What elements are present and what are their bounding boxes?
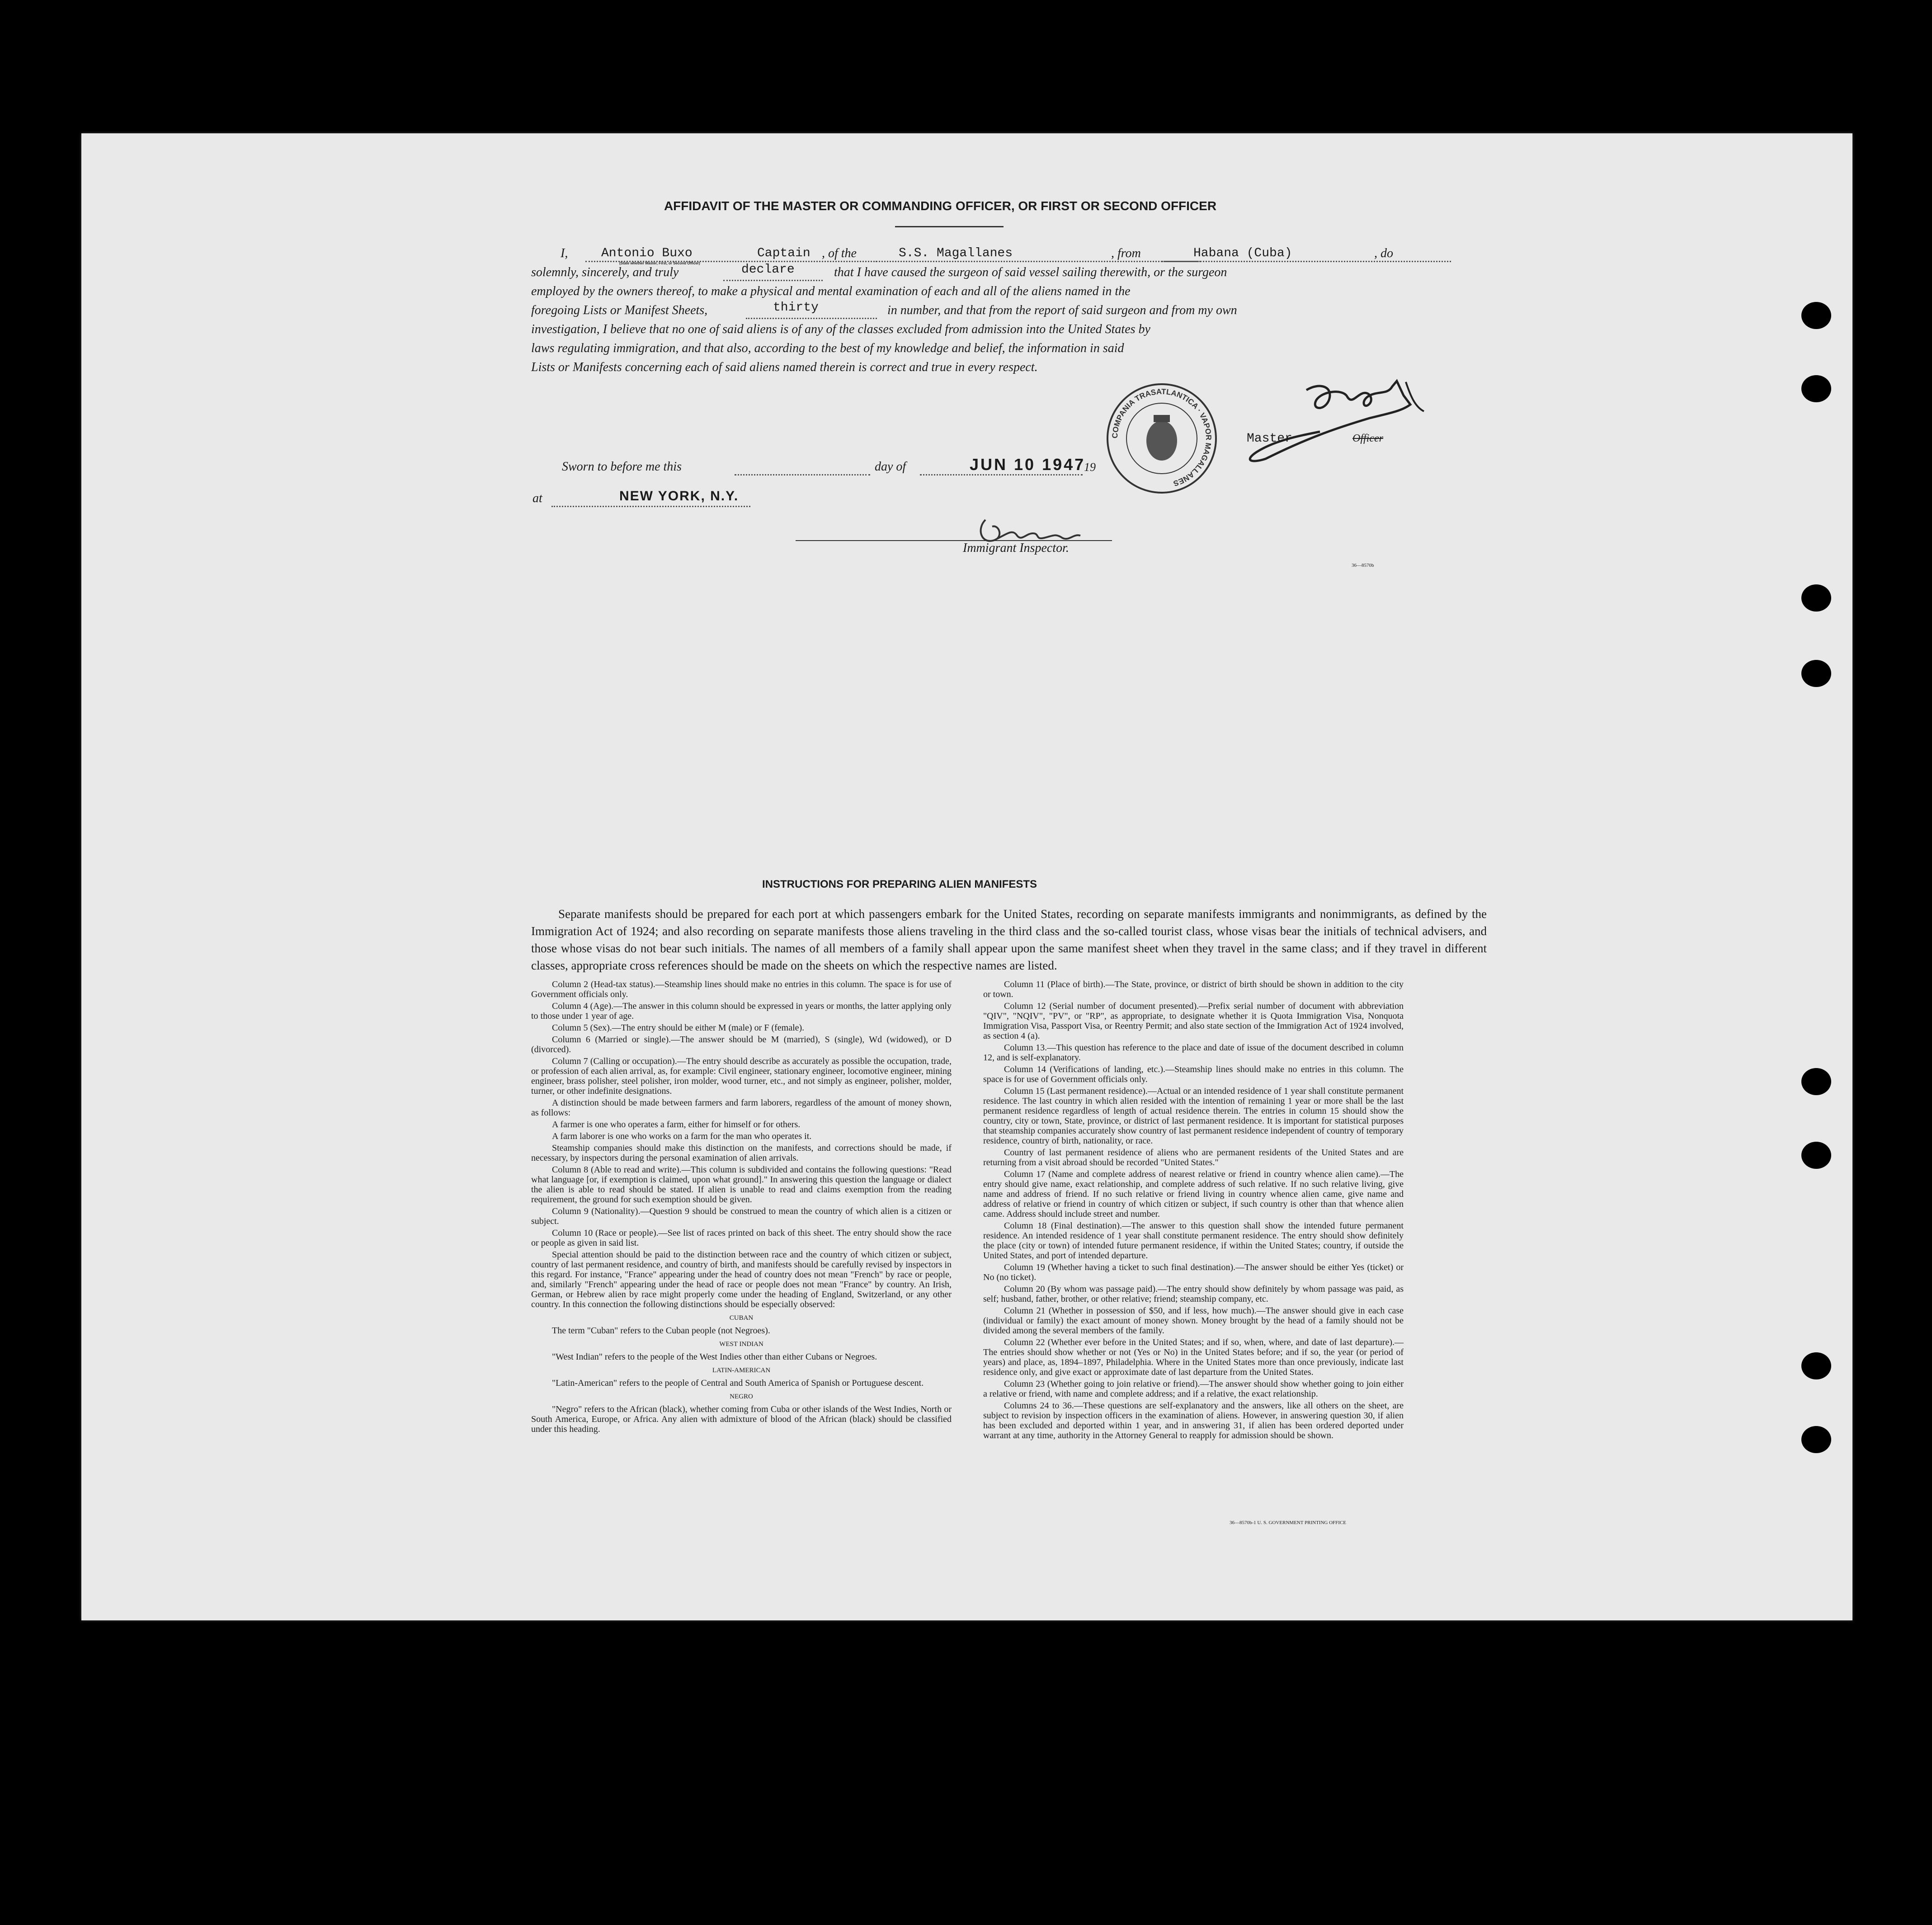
right-para: Column 12 (Serial number of document presented).—Prefix serial number of document with abbreviation "QIV", "NQIV", "PV", or "RP", as appropriate, to designate whether it is Quota Immigration Visa, Nonquota Immigration Visa, Passport Visa, or Reentry Permit; and also state section of the Immigration Act of 1924 involved, as section 4 (a). [983, 1001, 1404, 1041]
manifest-sheet [81, 133, 1852, 1620]
right-para: Country of last permanent residence of aliens who are permanent residents of the United States and are returning from a visit abroad should be recorded "United States." [983, 1148, 1404, 1167]
form-code: 36—8570b [1352, 563, 1374, 568]
punch-hole [1801, 584, 1831, 612]
right-para: Column 15 (Last permanent residence).—Actual or an intended residence of 1 year shall constitute permanent residence. The last country in which alien resided with the intention of remaining 1 year or more shall be the last permanent residence regardless of length of actual residence therein. The entries in column 15 should show the country, city or town, State, province, or district of last permanent residence. It is important for statistical purposes that steamship companies accurately show country of last permanent residence independent of country of temporary residence, country of birth, nationality, or race. [983, 1086, 1404, 1146]
place-line [551, 506, 750, 507]
from-label: , from [1111, 246, 1141, 260]
right-para: Column 20 (By whom was passage paid).—The entry should show definitely by whom passage was paid, as self; husband, father, brother, or other relative; friend; steamship company, etc. [983, 1284, 1404, 1304]
left-para: A farmer is one who operates a farm, either for himself or for others. [552, 1120, 801, 1130]
left-para: A distinction should be made between farmers and farm laborers, regardless of the amount of money shown, as follows: [531, 1098, 952, 1118]
officer-label: Officer [1352, 433, 1383, 444]
left-para: Special attention should be paid to the distinction between race and the country of which citizen or subject, country of last permanent residence, and country of birth, and manifests should be carefully revised by inspectors in this regard. For instance, "France" appearing under the head of country does not mean "French" by race or people, and, similarly "French" appearing under the head of race or people does not mean "France" by country. An Irish, German, or Hebrew alien by race might properly come under the heading of England, Switzerland, or any other country. In this connection the following distinctions should be especially observed: [531, 1250, 952, 1309]
left-para: "Negro" refers to the African (black), whether coming from Cuba or other islands of the West Indies, North or South America, Europe, or Africa. Any alien with admixture of blood of the African (black) should be classified under this heading. [531, 1404, 952, 1434]
punch-hole [1801, 1426, 1831, 1453]
date-line [920, 474, 1083, 475]
declare-line [723, 280, 823, 281]
instructions-title: INSTRUCTIONS FOR PREPARING ALIEN MANIFESTS [762, 878, 1037, 890]
heading-negro: NEGRO [730, 1393, 753, 1400]
right-para: Columns 24 to 36.—These questions are self-explanatory and the answers, like all others on the sheet, are subject to revision by inspection officers in the examination of aliens. However, in answering question 30, if alien has been excluded and deported within 1 year, and in answering 31, if alien has been ordered deported under warrant at any time, authority in the Attorney General to reapply for admission should be shown. [983, 1401, 1404, 1440]
line5: investigation, I believe that no one of said aliens is of any of the classes excluded from admission into the United States by [531, 322, 1150, 336]
sworn-day-line [735, 474, 870, 475]
punch-hole [1801, 375, 1831, 402]
inspector-label: Immigrant Inspector. [963, 541, 1069, 555]
punch-hole [1801, 660, 1831, 687]
day-of-label: day of [875, 460, 906, 474]
right-para: Column 21 (Whether in possession of $50, and if less, how much).—The answer should give in each case (individual or family) the exact amount of money shown. Money brought by the head of a family should not be divided among the several members of the family. [983, 1306, 1404, 1336]
year-prefix: 19 [1084, 461, 1096, 474]
punch-hole [1801, 1068, 1831, 1095]
i-label: I, [561, 246, 568, 260]
heading-latin-american: LATIN-AMERICAN [712, 1367, 771, 1374]
left-para: Steamship companies should make this distinction on the manifests, and corrections should be made, if necessary, by inspectors during the personal examination of alien arrivals. [531, 1143, 952, 1163]
left-para: A farm laborer is one who works on a farm for the man who operates it. [552, 1131, 812, 1141]
sworn-label: Sworn to before me this [562, 460, 682, 474]
line6: laws regulating immigration, and that also, according to the best of my knowledge and belief, the information in said [531, 341, 1124, 355]
punch-hole [1801, 302, 1831, 329]
instructions-right-column [983, 979, 1404, 1442]
punch-hole [1801, 1142, 1831, 1169]
left-para: Column 5 (Sex).—The entry should be either M (male) or F (female). [552, 1023, 805, 1033]
master-signature [1198, 368, 1487, 477]
right-para: Column 23 (Whether going to join relative or friend).—The answer should show whether going to join either a relative or friend, with name and complete address; and if a relative, the exact relationship. [983, 1379, 1404, 1399]
heading-cuban: CUBAN [729, 1314, 754, 1322]
right-para: Column 11 (Place of birth).—The State, province, or district of birth should be shown in addition to the city or town. [983, 979, 1404, 999]
rank-note: (State whether Master, First, or Second Officer) [619, 261, 700, 265]
line3: employed by the owners thereof, to make a physical and mental examination of each and all of the aliens named in the [531, 284, 1131, 298]
line2a: solemnly, sincerely, and truly [531, 265, 679, 279]
at-label: at [532, 491, 542, 505]
left-para: Column 6 (Married or single).—The answer should be M (married), S (single), Wd (widowed), or D (divorced). [531, 1035, 952, 1054]
left-para: Column 8 (Able to read and write).—This column is subdivided and contains the following questions: "Read what language [or, if exemption is claimed, upon what ground]." In answering this question the language or dialect the alien is able to read should be stated. If alien is unable to read and claims exemption from the reading requirement, the ground for such exemption should be given. [531, 1165, 952, 1205]
line2b: that I have caused the surgeon of said vessel sailing therewith, or the surgeon [834, 265, 1227, 279]
sheet-count: thirty [773, 301, 819, 315]
vessel-line [876, 261, 1201, 262]
master-label: Master [1247, 432, 1292, 446]
do-label: , do [1374, 246, 1393, 260]
instructions-intro: Separate manifests should be prepared for each port at which passengers embark for the United States, recording on separate manifests immigrants and nonimmigrants, as defined by the Immigration Act of 1924; and also recording on separate manifests those aliens traveling in the third class and the so-called tourist class, whose visas bear the initials of technical advisers, and those whose visas do not bear such initials. The names of all members of a family shall appear upon the same manifest sheet when they travel in the same class; and if they travel in different classes, appropriate cross references should be made on the sheets on which the respective names are listed. [531, 907, 1487, 972]
punch-hole [1801, 1352, 1831, 1379]
line7: Lists or Manifests concerning each of said aliens named therein is correct and true in every respect. [531, 360, 1038, 374]
left-para: The term "Cuban" refers to the Cuban people (not Negroes). [552, 1326, 770, 1336]
vessel-name: S.S. Magallanes [899, 246, 1013, 260]
port-line [1162, 261, 1451, 262]
master-rank: Captain [757, 246, 810, 260]
right-para: Column 13.—This question has reference to the place and date of issue of the document described in column 12, and is self-explanatory. [983, 1043, 1404, 1063]
left-para: Column 2 (Head-tax status).—Steamship lines should make no entries in this column. The space is for use of Government officials only. [531, 979, 952, 999]
right-para: Column 22 (Whether ever before in the United States; and if so, when, where, and date of last departure).—The entries should show whether or not (Yes or No) in the United States before; and if so, the year (or period of years) and place, as, 1894–1897, Philadelphia. Where in the United States more than once previously, indicate last residence only, and give exact or approximate date of last departure from the United States. [983, 1337, 1404, 1377]
line4b: in number, and that from the report of said surgeon and from my own [887, 303, 1237, 317]
seal-text: COMPANIA TRASATLANTICA · VAPOR MAGALLANES [1110, 387, 1213, 488]
master-name: Antonio Buxo [601, 246, 693, 260]
printing-office-footer: 36—8570b-1 U. S. GOVERNMENT PRINTING OFFICE [1230, 1520, 1347, 1525]
right-para: Column 19 (Whether having a ticket to such final destination).—The answer should be either Yes (ticket) or No (no ticket). [983, 1262, 1404, 1282]
line4a: foregoing Lists or Manifest Sheets, [531, 303, 708, 317]
place-stamp: NEW YORK, N.Y. [619, 489, 739, 504]
instructions-left-column [531, 979, 952, 1436]
heading-west-indian: WEST INDIAN [719, 1341, 763, 1348]
right-para: Column 18 (Final destination).—The answer to this question shall show the intended future permanent residence. An intended residence of 1 year shall constitute permanent residence. The entry should show definitely the place (city or town) of intended future permanent residence, if within the United States; country, if outside the United States, and port of intended departure. [983, 1221, 1404, 1261]
left-para: Column 9 (Nationality).—Question 9 should be construed to mean the country of which alien is a citizen or subject. [531, 1206, 952, 1226]
left-para: Column 4 (Age).—The answer in this column should be expressed in years or months, the latter applying only to those under 1 year of age. [531, 1001, 952, 1021]
title-rule [895, 226, 1004, 227]
port-name: Habana (Cuba) [1193, 246, 1292, 260]
declare-word: declare [741, 263, 795, 277]
sheets-line [746, 318, 877, 319]
affidavit-title: AFFIDAVIT OF THE MASTER OR COMMANDING OFFICER, OR FIRST OR SECOND OFFICER [664, 199, 1217, 213]
left-para: "Latin-American" refers to the people of Central and South America of Spanish or Portuguese descent. [552, 1378, 924, 1388]
left-para: "West Indian" refers to the people of the West Indies other than either Cubans or Negroes. [552, 1352, 877, 1362]
right-para: Column 14 (Verifications of landing, etc.).—Steamship lines should make no entries in this column. The space is for use of Government officials only. [983, 1064, 1404, 1084]
of-the-label: , of the [822, 246, 857, 260]
left-para: Column 7 (Calling or occupation).—The entry should describe as accurately as possible the occupation, trade, or profession of each alien arrival, as, for example: Civil engineer, stationary engineer, locomotive engineer, mining engineer, brass polisher, steel polisher, iron molder, wood turner, etc., and not simply as engineer, polisher, molder, turner, or other indefinite designations. [531, 1056, 952, 1096]
left-para: Column 10 (Race or people).—See list of races printed on back of this sheet. The entry should show the race or people as given in said list. [531, 1228, 952, 1248]
date-stamp: JUN 10 1947 [970, 455, 1086, 474]
right-para: Column 17 (Name and complete address of nearest relative or friend in country whence alien came).—The entry should give name, exact relationship, and complete address of such relative. If no such relative living, give name and address of friend. If no such relative or friend living in country whence alien came, give name and address of relative or friend in country of which citizen or subject, if such country is other than that whence alien came. Address should include street and number. [983, 1169, 1404, 1219]
